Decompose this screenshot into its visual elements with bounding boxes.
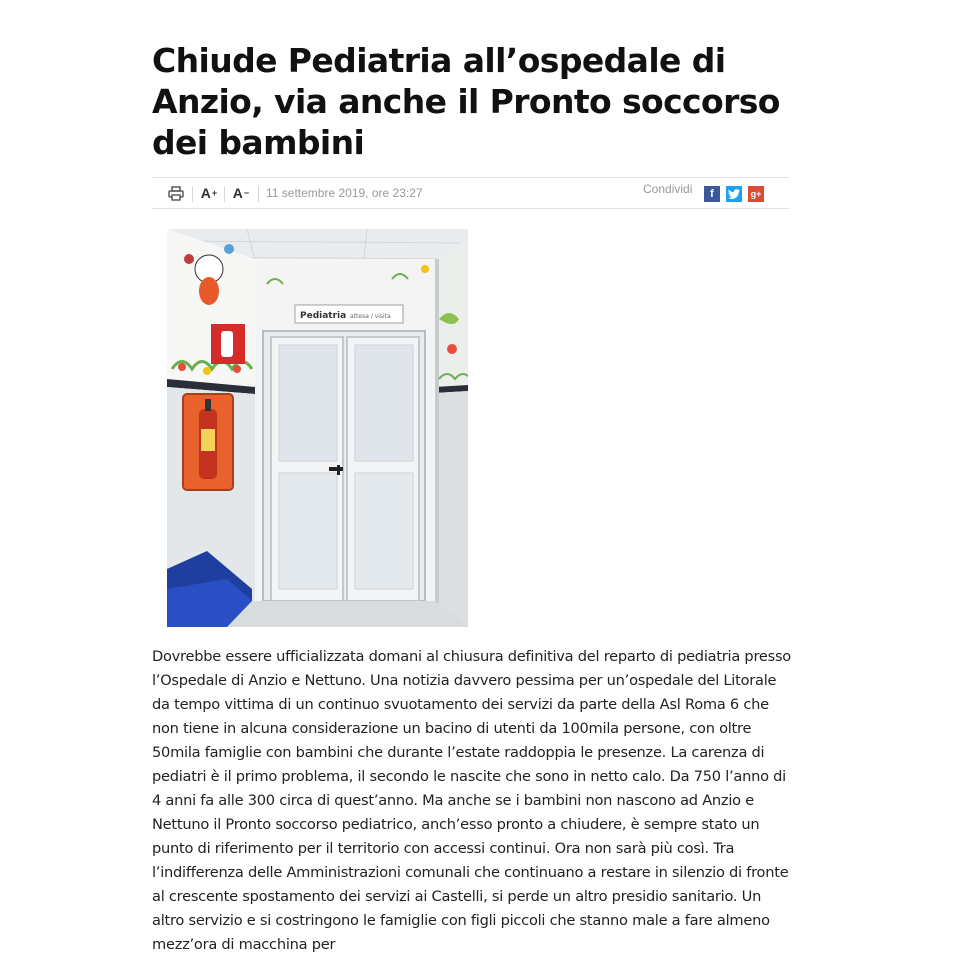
article-title: Chiude Pediatria all’ospedale di Anzio, via anche il Pronto soccorso dei bambini <box>152 41 780 162</box>
article <box>152 0 789 209</box>
font-decrease-label: A <box>232 185 243 201</box>
facebook-share-button[interactable] <box>704 186 720 202</box>
twitter-share-button[interactable] <box>726 186 742 202</box>
door-sign-subtext: attesa / visita <box>350 313 391 320</box>
plus-icon: + <box>211 188 218 198</box>
toolbar-divider <box>192 186 193 202</box>
publish-date: 11 settembre 2019, ore 23:27 <box>266 186 423 200</box>
door-sign-text: Pediatria <box>300 311 347 321</box>
toolbar-divider <box>224 186 225 202</box>
article-body: Dovrebbe essere ufficializzata domani al chiusura definitiva del reparto di pediatria presso l’Ospedale di Anzio e Nettuno. Una notizia davvero pessima per un’ospedale del Litorale da tempo vittima di un continuo svuotamento dei servizi da parte della Asl Roma 6 che non tiene in alcuna considerazione un bacino di utenti da 100mila persone, con oltre 50mila famiglie con bambini che durante l’estate raddoppia le presenze. La carenza di pediatri è il primo problema, il secondo le nascite che sono in netto calo. Da 750 l’anno di 4 anni fa alle 300 circa di quest’anno. Ma anche se i bambini non nascono ad Anzio e Nettuno il Pronto soccorso pediatrico, anch’esso pronto a chiudere, è sempre stato un punto di riferimento per il territorio con accessi continui. Ora non sarà più così. Tra l’indifferenza delle Amministrazioni comunali che continuano a restare in silenzio di fronte al crescente spostamento dei servizi ai Castelli, si perde un altro presidio sanitario. Un altro servizio e si costringono le famiglie con figli piccoli che stanno male a fare almeno mezz’ora di macchina per <box>152 648 791 953</box>
article-photo <box>167 229 468 627</box>
toolbar-divider <box>258 186 259 202</box>
minus-icon: − <box>243 188 250 198</box>
printer-icon <box>168 186 184 201</box>
twitter-icon <box>728 189 740 199</box>
article-toolbar <box>152 177 789 209</box>
googleplus-icon: g+ <box>750 189 762 199</box>
font-decrease-button[interactable] <box>230 178 252 208</box>
facebook-icon: f <box>710 188 714 200</box>
print-button[interactable] <box>166 178 186 208</box>
googleplus-share-button[interactable] <box>748 186 764 202</box>
font-increase-label: A <box>200 185 211 201</box>
pediatrics-door-photo <box>167 229 468 627</box>
share-label: Condividi <box>643 182 693 196</box>
font-increase-button[interactable] <box>198 178 220 208</box>
